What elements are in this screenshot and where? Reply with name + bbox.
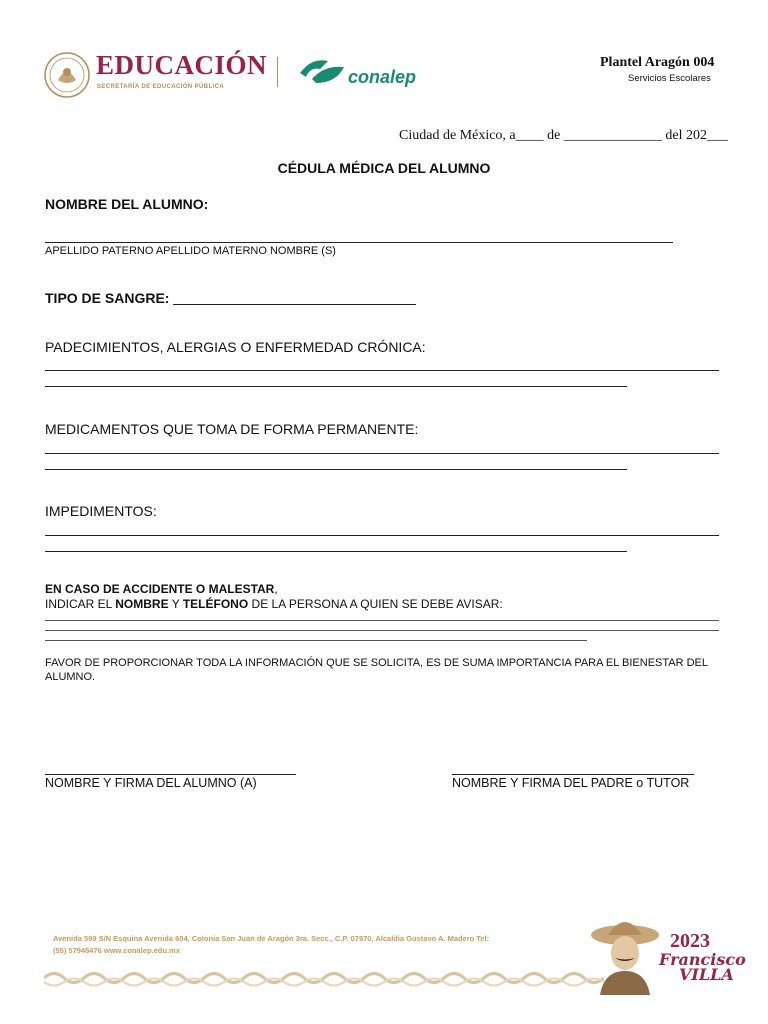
conalep-logo-icon: [298, 55, 348, 87]
villa-text: VILLA: [679, 965, 734, 984]
sangre-line[interactable]: [173, 304, 416, 305]
year-2023: 2023: [670, 930, 710, 952]
date-line: Ciudad de México, a____ de ______________ del 202___: [399, 128, 728, 143]
sangre-label: TIPO DE SANGRE:: [45, 290, 170, 306]
impedimentos-line-1[interactable]: [45, 535, 719, 536]
padecimientos-line-2[interactable]: [45, 386, 627, 387]
favor-text: FAVOR DE PROPORCIONAR TODA LA INFORMACIÓN QUE SE SOLICITA, ES DE SUMA IMPORTANCIA PARA EL BIENESTAR DEL ALUMNO.: [45, 657, 708, 683]
sep-seal-icon: [44, 52, 90, 98]
nombre-line[interactable]: [45, 242, 673, 243]
document-title: CÉDULA MÉDICA DEL ALUMNO: [277, 160, 491, 176]
header-divider: [277, 57, 278, 87]
medicamentos-label: MEDICAMENTOS QUE TOMA DE FORMA PERMANENTE:: [45, 421, 419, 437]
edu-title: EDUCACIÓN: [96, 50, 268, 80]
edu-subtitle: SECRETARÍA DE EDUCACIÓN PÚBLICA: [97, 84, 225, 90]
footer-address-2: (55) 57946476 www.conalep.edu.mx: [53, 946, 180, 955]
footer-ornament-band: [44, 967, 604, 989]
contacto-line-3[interactable]: [45, 640, 587, 641]
padecimientos-line-1[interactable]: [45, 370, 719, 371]
firma-padre-label: NOMBRE Y FIRMA DEL PADRE o TUTOR: [452, 776, 690, 790]
contacto-line-1[interactable]: [45, 620, 719, 621]
accidente-heading: EN CASO DE ACCIDENTE O MALESTAR: [45, 582, 275, 596]
telefono-bold: TELÉFONO: [182, 597, 249, 611]
plantel-name: Plantel Aragón 004: [600, 55, 715, 70]
medicamentos-line-2[interactable]: [45, 469, 627, 470]
firma-padre-line[interactable]: [452, 774, 694, 775]
francisco-text: Francisco: [659, 950, 746, 969]
impedimentos-line-2[interactable]: [45, 551, 627, 552]
contacto-line-2[interactable]: [45, 630, 719, 631]
servicios-escolares: Servicios Escolares: [628, 73, 711, 84]
footer-address-1: Avenida 599 S/N Esquina Avenida 604, Colonia San Juan de Aragón 3ra. Secc., C.P. 07970, Alcaldía Gustavo A. Madero Tel:: [53, 934, 490, 943]
y-text: Y: [168, 597, 183, 611]
nombre-bold: NOMBRE: [115, 597, 169, 611]
indicar-text: INDICAR EL: [45, 597, 116, 611]
padecimientos-label: PADECIMIENTOS, ALERGIAS O ENFERMEDAD CRÓNICA:: [45, 339, 426, 355]
conalep-wordmark: conalep: [348, 67, 417, 87]
accidente-comma: ,: [274, 582, 278, 596]
firma-alumno-line[interactable]: [45, 774, 296, 775]
persona-text: DE LA PERSONA A QUIEN SE DEBE AVISAR:: [248, 597, 503, 611]
accidente-line-2: [45, 597, 503, 611]
accidente-line-1: [45, 582, 278, 596]
impedimentos-label: IMPEDIMENTOS:: [45, 503, 157, 519]
nombre-caption: APELLIDO PATERNO APELLIDO MATERNO NOMBRE (S): [45, 245, 336, 257]
medicamentos-line-1[interactable]: [45, 453, 719, 454]
nombre-label: NOMBRE DEL ALUMNO:: [45, 196, 209, 212]
firma-alumno-label: NOMBRE Y FIRMA DEL ALUMNO (A): [45, 776, 257, 790]
villa-portrait-icon: [588, 915, 662, 995]
